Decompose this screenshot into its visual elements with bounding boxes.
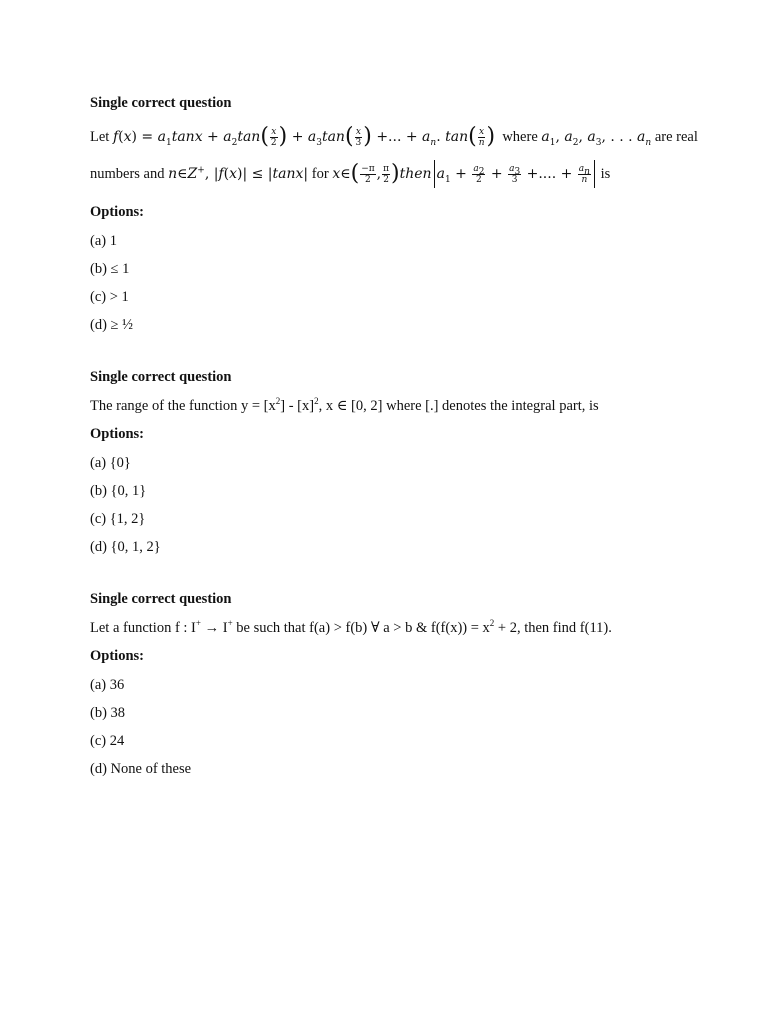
- formula-fx: $f(x) = a_1\tan x + a_2\tan$( $\frac{x}{2}$ ) + $a_3\tan$( $\frac{x}{3}$ ) +... + $a_n$. tan( $\frac{x}{n}$ ): [112, 124, 496, 149]
- question-text-part: ] - [x]: [280, 398, 315, 414]
- formula-condition: n∈Z+, |f(x)| ≤ |tanx|: [168, 165, 309, 182]
- question-text: for: [311, 166, 329, 182]
- question-heading: Single correct question: [90, 95, 232, 111]
- question-3: [90, 590, 710, 778]
- superscript: 2: [314, 396, 319, 407]
- question-text: [90, 619, 710, 637]
- question-text-part: The range of the function y = [x: [90, 398, 276, 414]
- option-a: (a) 1: [90, 233, 117, 249]
- superscript: 2: [489, 618, 495, 629]
- option-d: (d) ≥ ½: [90, 317, 133, 333]
- question-text: are real: [654, 129, 698, 145]
- options-label: Options:: [90, 426, 144, 442]
- superscript: +: [227, 618, 233, 629]
- option-b: (b) ≤ 1: [90, 261, 130, 277]
- option-b: (b) {0, 1}: [90, 483, 147, 499]
- question-text-part: be such that f(a) > f(b) ∀ a > b & f(f(x)) = x: [232, 620, 490, 636]
- document-page: [90, 94, 710, 812]
- question-text: where: [502, 129, 538, 145]
- question-text-part: → I: [200, 620, 228, 636]
- question-heading: Single correct question: [90, 369, 232, 385]
- question-text: numbers and: [90, 166, 165, 182]
- superscript: +: [195, 618, 201, 629]
- question-text-part: + 2, then find f(11).: [494, 620, 612, 636]
- options-label: Options:: [90, 204, 144, 220]
- question-text-part: , x ∈ [0, 2] where [.] denotes the integral part, is: [318, 398, 599, 414]
- superscript: 2: [275, 396, 281, 407]
- option-a: (a) {0}: [90, 455, 131, 471]
- question-text: is: [600, 166, 611, 182]
- option-c: (c) > 1: [90, 289, 129, 305]
- formula-interval: x∈( $\frac{-\pi}{2}$ , $\frac{\pi}{2}$ )then $a_1$ + $\frac{a_2}{2}$ + $\frac{a_3}{3}$ +.... + $\frac{a_n}{n}$: [332, 166, 597, 182]
- question-heading: Single correct question: [90, 591, 232, 607]
- question-text-line-2: [90, 159, 710, 189]
- option-c: (c) {1, 2}: [90, 511, 146, 527]
- option-c: (c) 24: [90, 733, 125, 749]
- option-a: (a) 36: [90, 677, 125, 693]
- question-text: [90, 397, 710, 415]
- option-d: (d) None of these: [90, 761, 192, 777]
- option-b: (b) 38: [90, 705, 126, 721]
- question-text: Let: [90, 129, 110, 145]
- option-d: (d) {0, 1, 2}: [90, 539, 161, 555]
- options-label: Options:: [90, 648, 144, 664]
- question-2: [90, 368, 710, 556]
- question-text-part: Let a function f : I: [90, 620, 196, 636]
- question-1: [90, 94, 710, 334]
- question-text-line-1: [90, 123, 710, 151]
- formula-coefficients: $a_1$, $a_2$, $a_3$, . . . $a_n$: [541, 129, 652, 148]
